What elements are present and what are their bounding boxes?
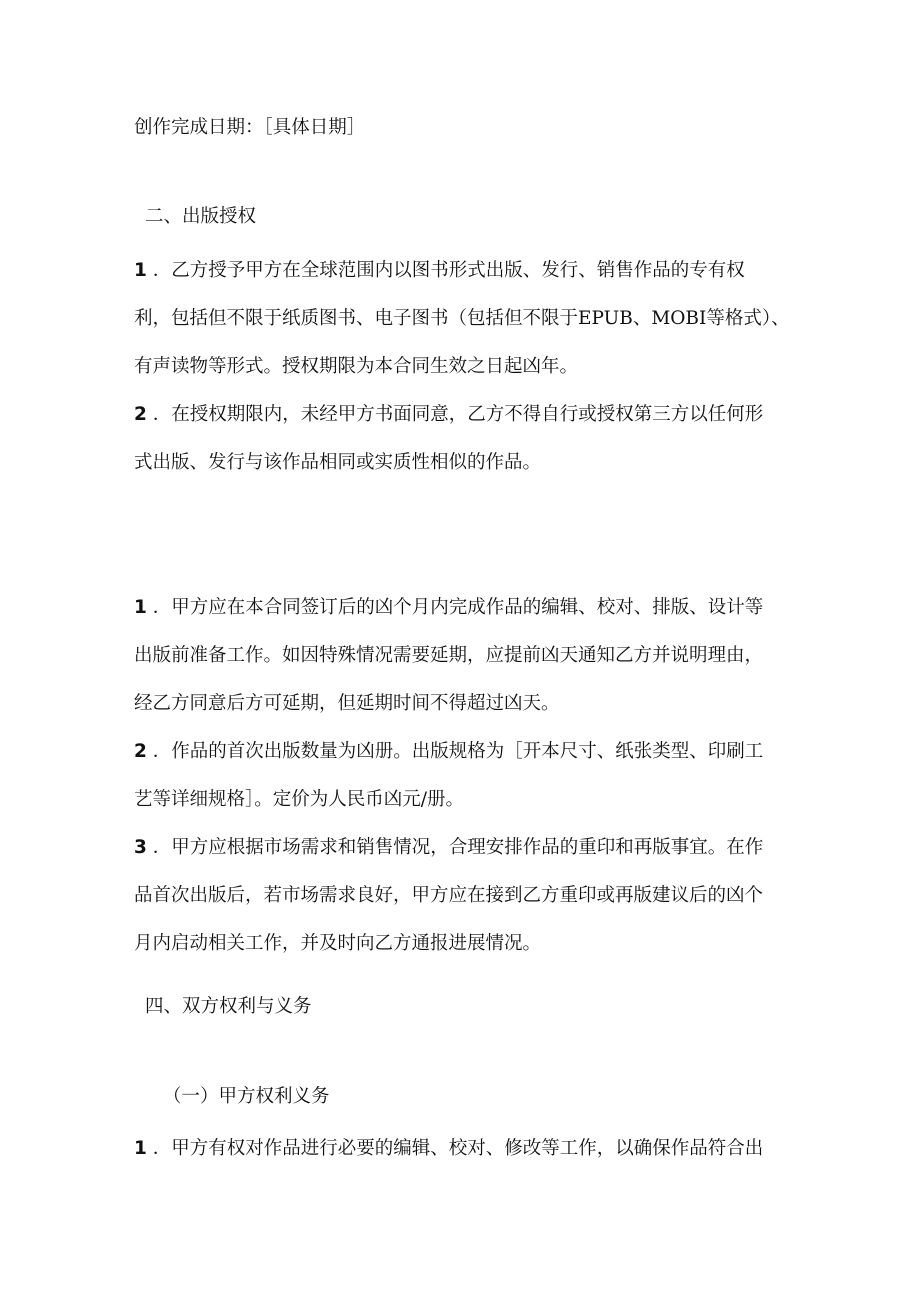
paragraph-line: 利，包括但不限于纸质图书、电子图书（包括但不限于EPUB、MOBI等格式）、	[134, 308, 790, 329]
paragraph-line: 2 ．在授权期限内，未经甲方书面同意，乙方不得自行或授权第三方以任何形	[134, 404, 764, 425]
paragraph-line: 式出版、发行与该作品相同或实质性相似的作品。	[134, 452, 542, 473]
section-2-heading: 二、出版授权	[145, 206, 257, 227]
paragraph-line: 艺等详细规格］。定价为人民币凶元/册。	[134, 789, 464, 810]
paragraph-line: 有声读物等形式。授权期限为本合同生效之日起凶年。	[134, 356, 579, 377]
item-number: 1	[134, 260, 147, 281]
section-4-heading: 四、双方权利与义务	[145, 996, 312, 1017]
paragraph-line: 3 ．甲方应根据市场需求和销售情况，合理安排作品的重印和再版事宜。在作	[134, 837, 764, 858]
paragraph-line: 1 ．甲方应在本合同签订后的凶个月内完成作品的编辑、校对、排版、设计等	[134, 597, 764, 618]
item-number: 2	[134, 404, 147, 425]
paragraph-line: 品首次出版后，若市场需求良好，甲方应在接到乙方重印或再版建议后的凶个	[134, 885, 764, 906]
section-4-subheading: （一）甲方权利义务	[163, 1086, 330, 1107]
paragraph-line: 1 ．乙方授予甲方在全球范围内以图书形式出版、发行、销售作品的专有权	[134, 260, 745, 281]
item-number: 1	[134, 1138, 147, 1159]
paragraph-line: 1 ．甲方有权对作品进行必要的编辑、校对、修改等工作，以确保作品符合出	[134, 1138, 764, 1159]
item-number: 1	[134, 597, 147, 618]
paragraph-line: 月内启动相关工作，并及时向乙方通报进展情况。	[134, 933, 542, 954]
creation-date: 创作完成日期：［具体日期］	[134, 117, 366, 138]
paragraph-line: 经乙方同意后方可延期，但延期时间不得超过凶天。	[134, 693, 560, 714]
item-number: 2	[134, 741, 147, 762]
item-number: 3	[134, 837, 147, 858]
paragraph-line: 2 ．作品的首次出版数量为凶册。出版规格为［开本尺寸、纸张类型、印刷工	[134, 741, 764, 762]
paragraph-line: 出版前准备工作。如因特殊情况需要延期，应提前凶天通知乙方并说明理由，	[134, 645, 764, 666]
